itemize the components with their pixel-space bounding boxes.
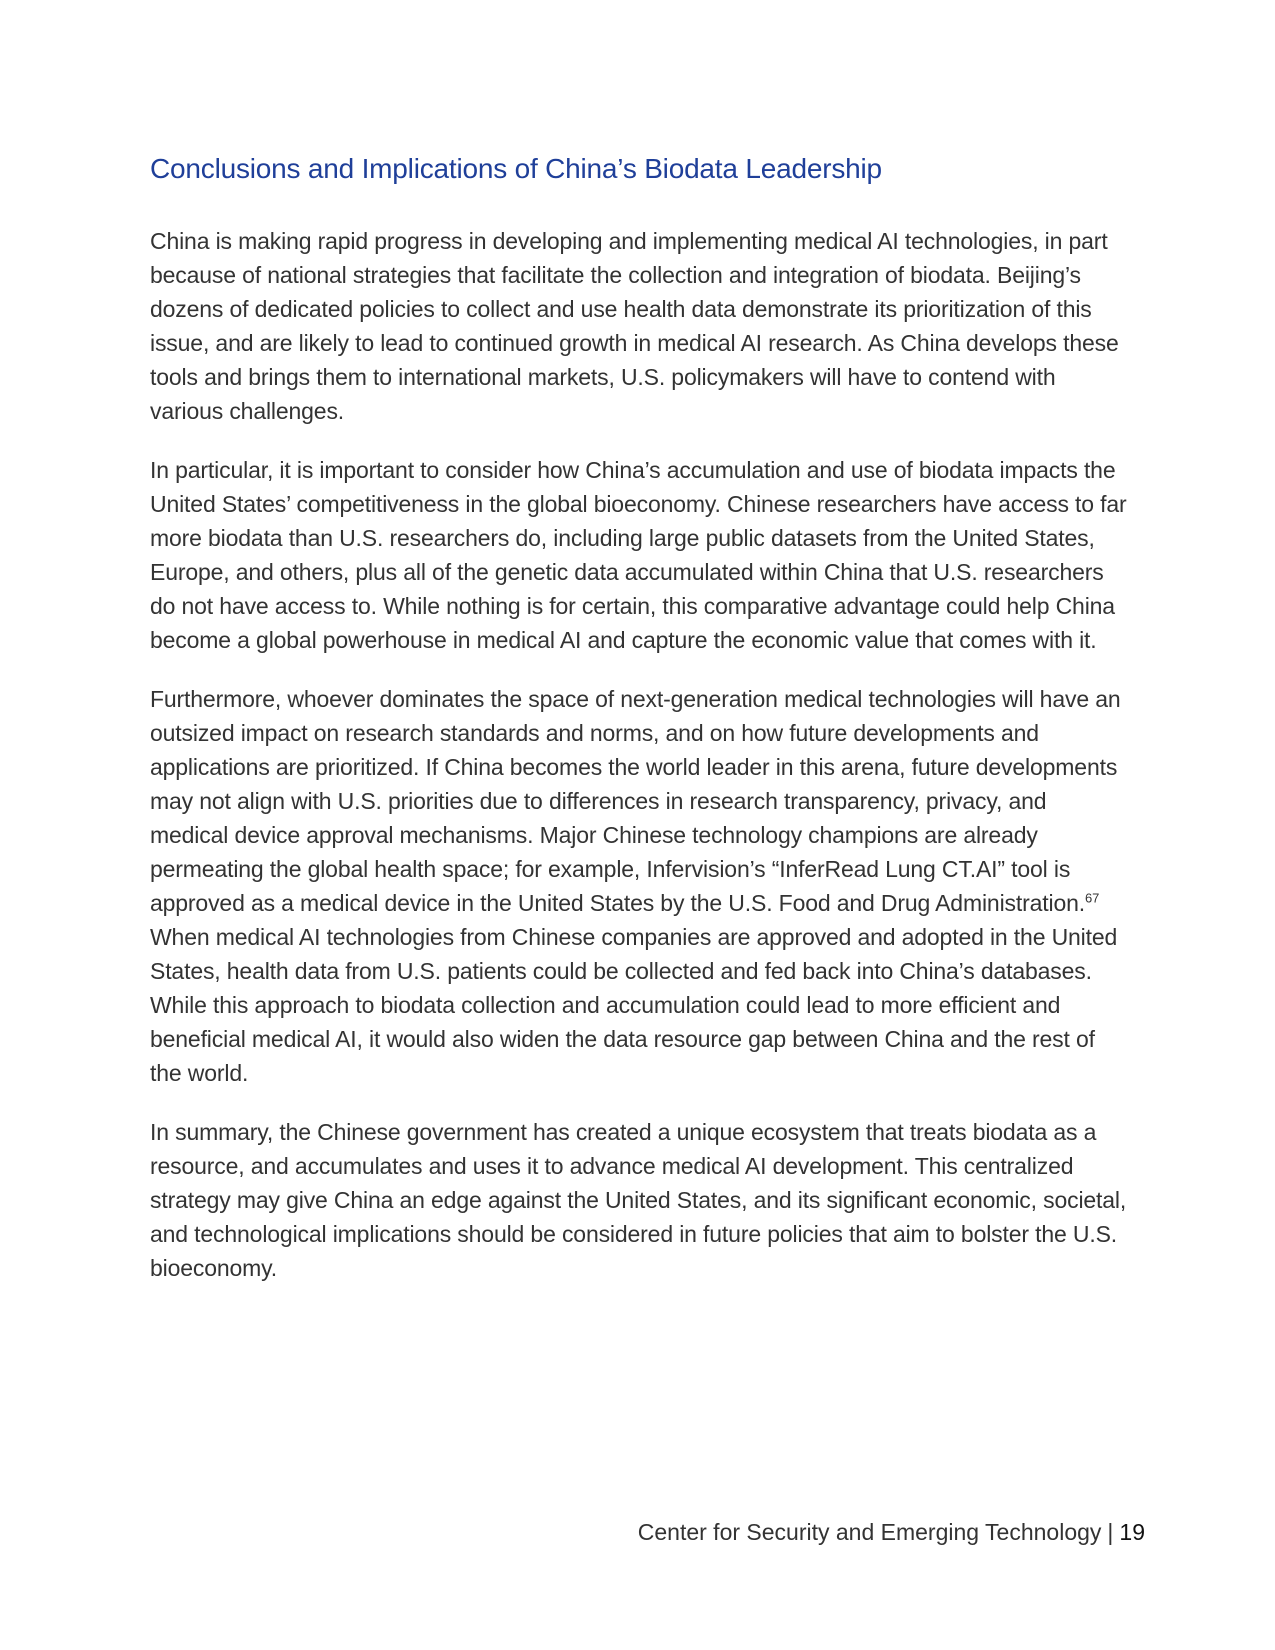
footnote-reference[interactable]: 67	[1085, 890, 1100, 906]
page-footer	[638, 1519, 1145, 1546]
paragraph-3	[150, 682, 1130, 1090]
paragraph-1: China is making rapid progress in developing and implementing medical AI technologies, in part because of national strategies that facilitate the collection and integration of biodata. Beijing’s dozens of dedicated policies to collect and use health data demonstrate its prioritization of this issue, and are likely to lead to continued growth in medical AI research. As China develops these tools and brings them to international markets, U.S. policymakers will have to contend with various challenges.	[150, 228, 1119, 424]
page-number: 19	[1119, 1519, 1145, 1545]
footer-organization: Center for Security and Emerging Technology	[637, 1519, 1102, 1545]
document-page	[150, 150, 1130, 1310]
paragraph-3-text-a: Furthermore, whoever dominates the space of next-generation medical technologies will have an outsized impact on research standards and norms, and on how future developments and applications are prioritized. If China becomes the world leader in this arena, future developments may not align with U.S. priorities due to differences in research transparency, privacy, and medical device approval mechanisms. Major Chinese technology champions are already permeating the global health space; for example, Infervision’s “InferRead Lung CT.AI” tool is approved as a medical device in the United States by the U.S. Food and Drug Administration.	[150, 686, 1121, 916]
footer-separator: |	[1107, 1519, 1114, 1545]
section-heading: Conclusions and Implications of China’s Biodata Leadership	[150, 153, 882, 184]
paragraph-2: In particular, it is important to consider how China’s accumulation and use of biodata impacts the United States’ competitiveness in the global bioeconomy. Chinese researchers have access to far more biodata than U.S. researchers do, including large public datasets from the United States, Europe, and others, plus all of the genetic data accumulated within China that U.S. researchers do not have access to. While nothing is for certain, this comparative advantage could help China become a global powerhouse in medical AI and capture the economic value that comes with it.	[150, 457, 1127, 653]
paragraph-3-text-b: When medical AI technologies from Chinese companies are approved and adopted in the United States, health data from U.S. patients could be collected and fed back into China’s databases. While this approach to biodata collection and accumulation could lead to more efficient and beneficial medical AI, it would also widen the data resource gap between China and the rest of the world.	[150, 924, 1118, 1086]
paragraph-4: In summary, the Chinese government has created a unique ecosystem that treats biodata as a resource, and accumulates and uses it to advance medical AI development. This centralized strategy may give China an edge against the United States, and its significant economic, societal, and technological implications should be considered in future policies that aim to bolster the U.S. bioeconomy.	[150, 1119, 1127, 1281]
